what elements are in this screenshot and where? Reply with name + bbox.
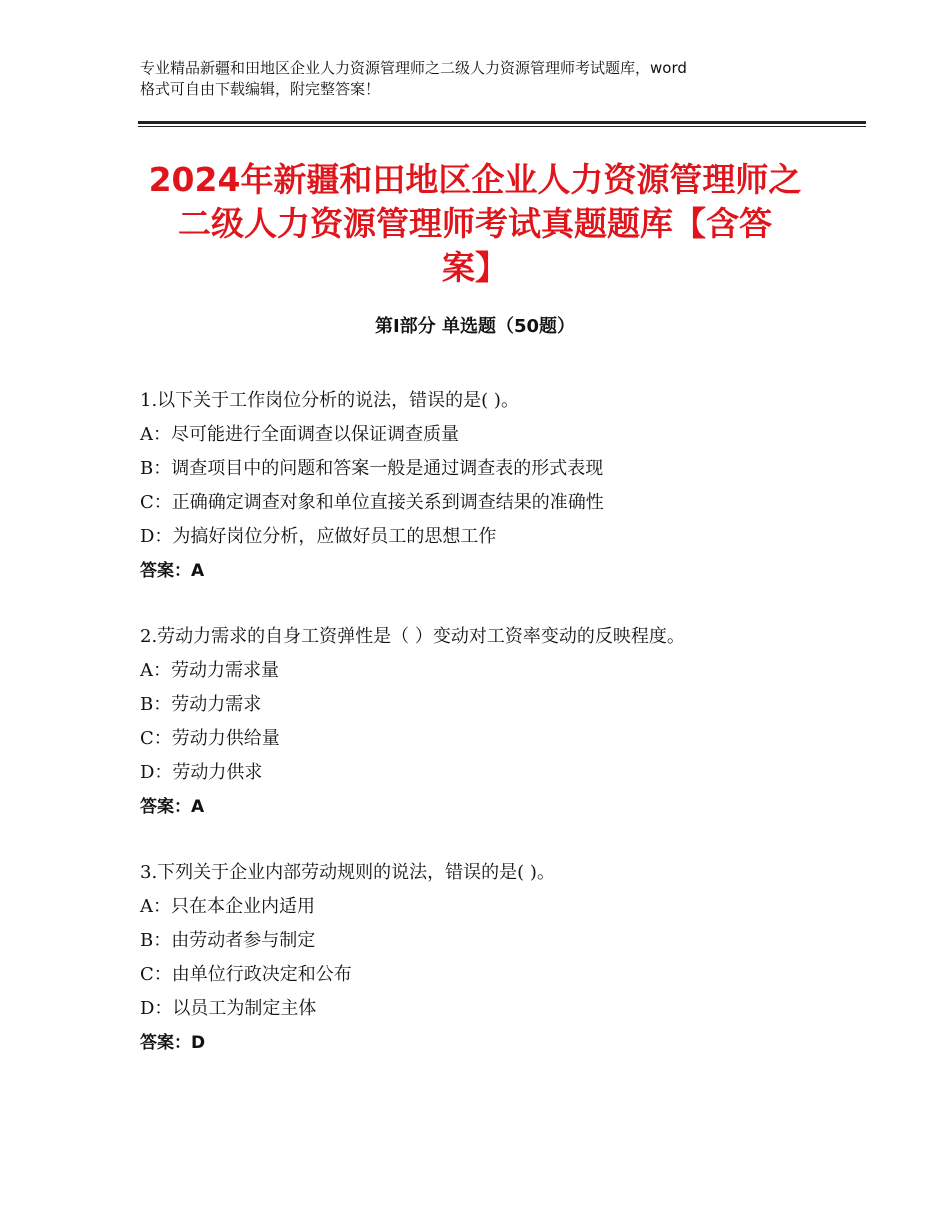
question-item-3 <box>140 856 860 1060</box>
option-a: A：尽可能进行全面调查以保证调查质量 <box>140 424 459 445</box>
option-b: B：由劳动者参与制定 <box>140 930 316 951</box>
document-title-line-1: 2024年新疆和田地区企业人力资源管理师之 <box>148 160 802 199</box>
option-d: D：以员工为制定主体 <box>140 998 317 1019</box>
option-d: D：劳动力供求 <box>140 762 263 783</box>
option-b: B：劳动力需求 <box>140 694 262 715</box>
option-d: D：为搞好岗位分析，应做好员工的思想工作 <box>140 526 497 547</box>
question-item-2 <box>140 620 860 824</box>
header-note-line-1: 专业精品新疆和田地区企业人力资源管理师之二级人力资源管理师考试题库，word <box>140 59 687 77</box>
document-title <box>120 158 830 290</box>
option-c: C：正确确定调查对象和单位直接关系到调查结果的准确性 <box>140 492 604 513</box>
question-stem: 1.以下关于工作岗位分析的说法，错误的是( )。 <box>140 390 519 411</box>
option-a: A：只在本企业内适用 <box>140 896 315 917</box>
option-c: C：由单位行政决定和公布 <box>140 964 352 985</box>
question-stem: 3.下列关于企业内部劳动规则的说法，错误的是( )。 <box>140 862 555 883</box>
document-title-line-3: 案】 <box>442 248 508 287</box>
question-list <box>140 384 860 1092</box>
header-divider-thin <box>138 126 866 127</box>
header-note-line-2: 格式可自由下载编辑，附完整答案！ <box>140 80 381 98</box>
option-c: C：劳动力供给量 <box>140 728 280 749</box>
answer-line: 答案：A <box>140 561 205 581</box>
answer-line: 答案：A <box>140 797 205 817</box>
answer-line: 答案：D <box>140 1033 206 1053</box>
section-heading: 第Ⅰ部分 单选题（50题） <box>374 316 575 337</box>
question-item-1 <box>140 384 860 588</box>
header-divider-thick <box>138 121 866 124</box>
option-a: A：劳动力需求量 <box>140 660 279 681</box>
option-b: B：调查项目中的问题和答案一般是通过调查表的形式表现 <box>140 458 604 479</box>
document-title-line-2: 二级人力资源管理师考试真题题库【含答 <box>178 204 772 243</box>
header-note <box>140 58 840 100</box>
question-stem: 2.劳动力需求的自身工资弹性是（ ）变动对工资率变动的反映程度。 <box>140 626 685 647</box>
